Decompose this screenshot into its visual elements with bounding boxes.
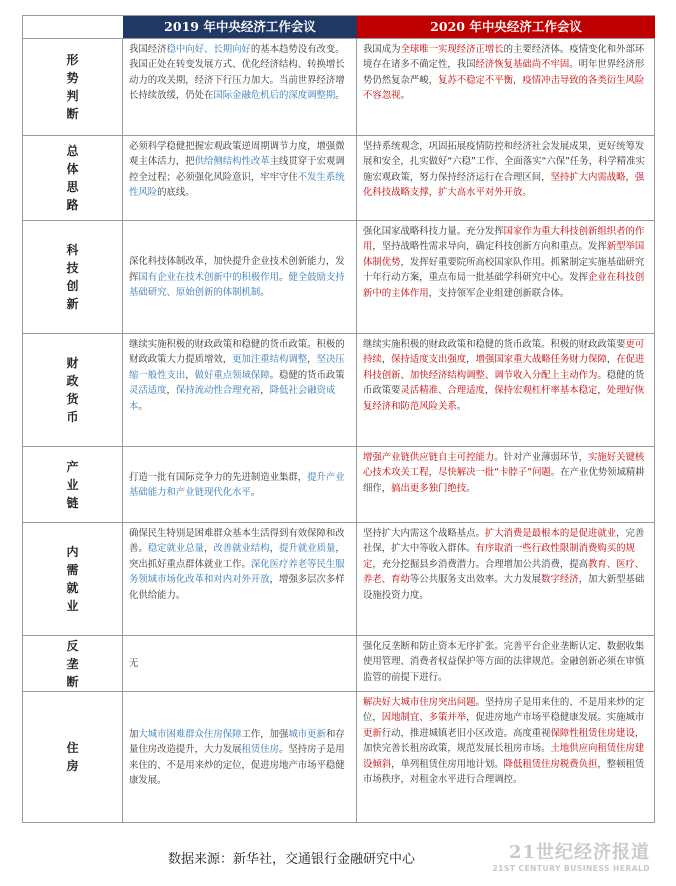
watermark-cn: 21世纪经济报道 xyxy=(508,842,650,863)
cell-2020: 继续实施积极的财政政策和稳健的货币政策。积极的财政政策要更可持续，保持适度支出强度，增强国家重大战略任务财力保障，在促进科技创新、加快经济结构调整、调节收入分配上主动作为。稳健的货币政策要灵活精准、合理适度，保持宏观杠杆率基本稳定，处理好恢复经济和防范风险关系。 xyxy=(363,339,645,412)
row-label: 产 业 链 xyxy=(23,447,123,522)
row-fiscal-monetary xyxy=(23,333,654,446)
watermark-en: 21ST CENTURY BUSINESS HERALD xyxy=(492,864,650,873)
header-2020: 2020 年中央经济工作会议 xyxy=(357,16,655,38)
row-label: 形 势 判 断 xyxy=(23,39,123,135)
cell-2020: 增强产业链供应链自主可控能力。针对产业薄弱环节，实施好关键核心技术攻关工程，尽快解决一批“卡脖子”问题。在产业优势领域精耕细作，搞出更多独门绝技。 xyxy=(363,452,645,494)
row-demand-employment xyxy=(23,522,654,635)
cell-2019: 打造一批有国际竞争力的先进制造业集群，提升产业基础能力和产业链现代化水平。 xyxy=(123,447,357,522)
cell-2019: 继续实施积极的财政政策和稳健的货币政策。积极的财政政策大力提质增效，更加注重结构调整，坚决压缩一般性支出，做好重点领域保障。稳健的货币政策灵活适度，保持流动性合理充裕，降低社会融资成本。 xyxy=(123,334,357,446)
row-label: 反 垄 断 xyxy=(23,636,123,691)
cell-2019: 加大城市困难群众住房保障工作，加强城市更新和存量住房改造提升，大力发展租赁住房。坚持房子是用来住的、不是用来炒的定位，促进房地产市场平稳健康发展。 xyxy=(123,692,357,822)
row-antimonopoly xyxy=(23,635,654,691)
cell-2020: 强化国家战略科技力量。充分发挥国家作为重大科技创新组织者的作用，坚持战略性需求导向，确定科技创新方向和重点。发挥新型举国体制优势，发挥好重要院所高校国家队作用。抓紧制定实施基础研究十年行动方案，重点布局一批基础学科研究中心。发挥企业在科技创新中的主体作用，支持领军企业组建创新联合体。 xyxy=(363,226,645,299)
cell-2019: 必须科学稳健把握宏观政策逆周期调节力度，增强微观主体活力，把供给侧结构性改革主线贯穿于宏观调控全过程；必须强化风险意识，牢牢守住不发生系统性风险的底线。 xyxy=(123,136,357,220)
cell-2019: 无 xyxy=(123,636,357,691)
row-housing xyxy=(23,691,654,822)
cell-2019: 确保民生特别是困难群众基本生活得到有效保障和改善。稳定就业总量，改善就业结构，提升就业质量，突出抓好重点群体就业工作。深化医疗养老等民生服务领域市场化改革和对内对外开放，增强多层次多样化供给能力。 xyxy=(123,523,357,635)
cell-2019: 深化科技体制改革，加快提升企业技术创新能力，发挥国有企业在技术创新中的积极作用。健全鼓励支持基础研究、原始创新的体制机制。 xyxy=(123,221,357,333)
row-industry-chain xyxy=(23,446,654,522)
header-2019: 2019 年中央经济工作会议 xyxy=(123,16,357,38)
publisher-watermark xyxy=(492,838,650,873)
cell-2020: 我国成为全球唯一实现经济正增长的主要经济体。疫情变化和外部环境存在诸多不确定性，我国经济恢复基础尚不牢固。明年世界经济形势仍然复杂严峻，复苏不稳定不平衡，疫情冲击导致的各类衍生风险不容忽视。 xyxy=(363,44,645,102)
cell-2020: 解决好大城市住房突出问题。坚持房子是用来住的、不是用来炒的定位，因地制宜、多策并举，促进房地产市场平稳健康发展。实施城市更新行动，推进城镇老旧小区改造。高度重视保障性租赁住房建设，加快完善长租房政策，规范发展长租房市场。土地供应向租赁住房建设倾斜，单列租赁住房用地计划。降低租赁住房税费负担，整顿租赁市场秩序，对租金水平进行合理调控。 xyxy=(363,697,645,786)
row-label: 科 技 创 新 xyxy=(23,221,123,333)
data-source-note: 数据来源：新华社，交通银行金融研究中心 xyxy=(168,852,416,867)
row-label: 内 需 就 业 xyxy=(23,523,123,635)
row-technology xyxy=(23,220,654,333)
row-label: 财 政 货 币 xyxy=(23,334,123,446)
cell-2020: 坚持系统观念，巩固拓展疫情防控和经济社会发展成果，更好统筹发展和安全，扎实做好“六稳”工作、全面落实“六保”任务，科学精准实施宏观政策，努力保持经济运行在合理区间，坚持扩大内需战略，强化科技战略支撑，扩大高水平对外开放。 xyxy=(363,141,645,199)
cell-2019: 我国经济稳中向好、长期向好的基本趋势没有改变。我国正处在转变发展方式、优化经济结构、转换增长动力的攻关期，经济下行压力加大。当前世界经济增长持续放缓，仍处在国际金融危机后的深度调整期。 xyxy=(123,39,357,135)
policy-comparison-table xyxy=(22,15,655,823)
cell-2020: 坚持扩大内需这个战略基点。扩大消费是最根本的是促进就业，完善社保，扩大中等收入群体。有序取消一些行政性限制消费购买的规定，充分挖掘县乡消费潜力。合理增加公共消费，提高教育、医疗、养老、育幼等公共服务支出效率。大力发展数字经济，加大新型基础设施投资力度。 xyxy=(363,528,645,601)
cell-2020: 强化反垄断和防止资本无序扩张。完善平台企业垄断认定、数据收集使用管理、消费者权益保护等方面的法律规范。金融创新必须在审慎监管的前提下进行。 xyxy=(363,641,645,683)
row-general-approach xyxy=(23,135,654,220)
row-label: 总 体 思 路 xyxy=(23,136,123,220)
row-situation xyxy=(23,38,654,135)
row-label: 住 房 xyxy=(23,692,123,822)
